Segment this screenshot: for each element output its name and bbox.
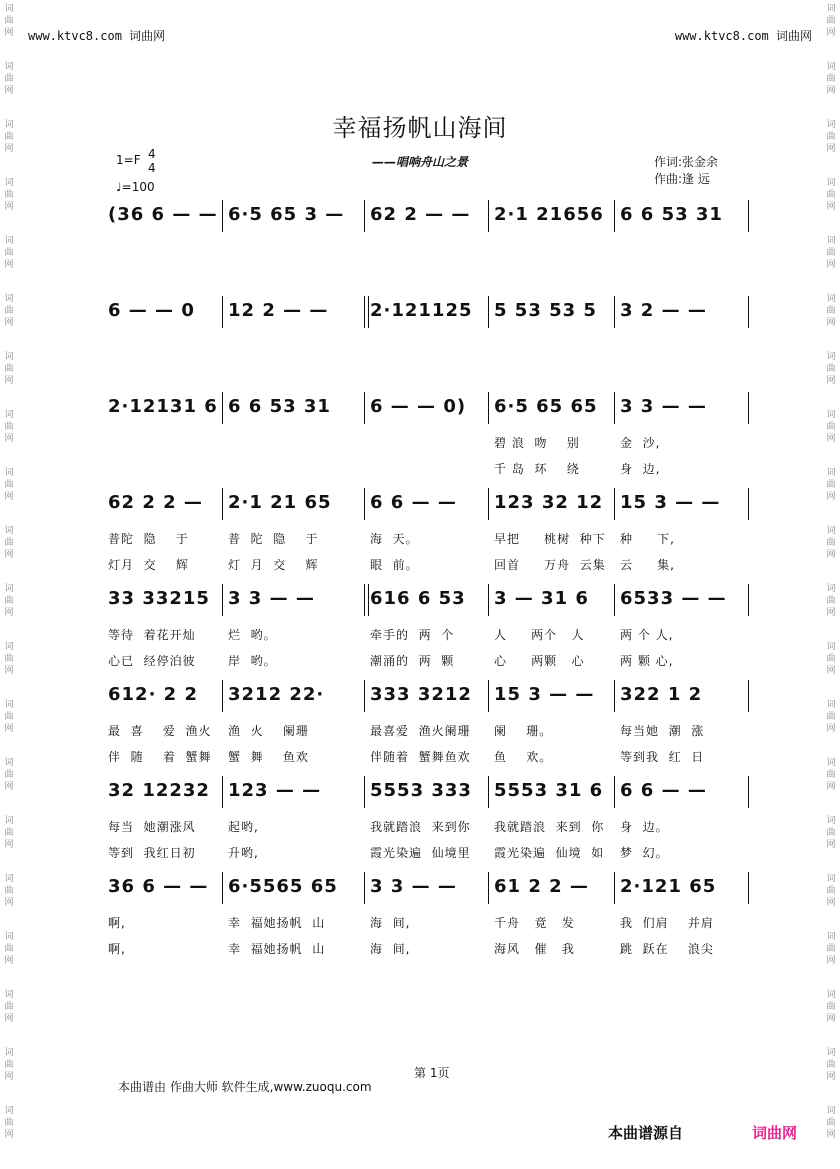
measure-notation: 2·121 65 bbox=[620, 876, 717, 897]
watermark-char: 网 bbox=[826, 28, 836, 38]
lyric-line-2: 潮涌的 两 颗 bbox=[370, 654, 455, 668]
lyric-line-1: 海 天。 bbox=[370, 532, 419, 546]
score-row bbox=[108, 584, 752, 668]
watermark-char: 词 bbox=[4, 352, 14, 362]
score-row bbox=[108, 296, 752, 336]
watermark-char: 网 bbox=[4, 724, 14, 734]
bar-line bbox=[222, 776, 223, 808]
lyric-line-2: 啊, bbox=[108, 942, 126, 956]
lyric-line-2: 眼 前。 bbox=[370, 558, 419, 572]
watermark-char: 词 bbox=[4, 62, 14, 72]
measure-notation: 3 2 — — bbox=[620, 300, 707, 321]
measure-notation: 6 6 53 31 bbox=[620, 204, 723, 225]
watermark-char: 曲 bbox=[826, 132, 836, 142]
measure-notation: 6·5 65 3 — bbox=[228, 204, 345, 225]
lyric-line-1: 每当她 潮 涨 bbox=[620, 724, 705, 738]
measure-notation: 6 — — 0 bbox=[108, 300, 195, 321]
measure-notation: 5553 31 6 bbox=[494, 780, 604, 801]
bar-line bbox=[222, 872, 223, 904]
lyric-line-1: 最 喜 爱 渔火 bbox=[108, 724, 212, 738]
watermark-char: 词 bbox=[826, 1048, 836, 1058]
lyric-line-1: 人 两个 人 bbox=[494, 628, 585, 642]
watermark-char: 曲 bbox=[4, 1002, 14, 1012]
watermark-char: 网 bbox=[826, 608, 836, 618]
lyric-line-2: 云 集, bbox=[620, 558, 675, 572]
watermark-char: 网 bbox=[4, 666, 14, 676]
lyric-line-1: 身 边。 bbox=[620, 820, 669, 834]
measure-notation: 6 — — 0) bbox=[370, 396, 467, 417]
watermark-char: 曲 bbox=[826, 16, 836, 26]
watermark-char: 曲 bbox=[4, 364, 14, 374]
bar-line bbox=[488, 296, 489, 328]
lyric-line-1: 海 间, bbox=[370, 916, 411, 930]
lyric-line-1: 我就踏浪 来到 你 bbox=[494, 820, 605, 834]
watermark-char: 网 bbox=[826, 956, 836, 966]
watermark-char: 网 bbox=[826, 144, 836, 154]
watermark-char: 网 bbox=[4, 898, 14, 908]
bar-line bbox=[364, 392, 365, 424]
watermark-char: 词 bbox=[826, 4, 836, 14]
bar-line bbox=[748, 680, 749, 712]
lyric-line-2: 心已 经停泊彼 bbox=[108, 654, 196, 668]
watermark-char: 曲 bbox=[826, 944, 836, 954]
watermark-char: 网 bbox=[4, 550, 14, 560]
watermark-char: 曲 bbox=[826, 654, 836, 664]
watermark-char: 曲 bbox=[4, 712, 14, 722]
watermark-char: 词 bbox=[826, 178, 836, 188]
watermark-char: 网 bbox=[826, 724, 836, 734]
measure-notation: 616 6 53 bbox=[370, 588, 466, 609]
measure-notation: 6·5565 65 bbox=[228, 876, 338, 897]
watermark-char: 词 bbox=[4, 990, 14, 1000]
bar-line bbox=[364, 680, 365, 712]
watermark-char: 曲 bbox=[4, 596, 14, 606]
measure-notation: 3 3 — — bbox=[228, 588, 315, 609]
watermark-char: 网 bbox=[826, 202, 836, 212]
watermark-char: 网 bbox=[4, 782, 14, 792]
watermark-char: 曲 bbox=[4, 16, 14, 26]
bar-line bbox=[488, 392, 489, 424]
watermark-char: 曲 bbox=[4, 422, 14, 432]
lyric-line-2: 岸 哟。 bbox=[228, 654, 277, 668]
watermark-char: 网 bbox=[826, 1130, 836, 1140]
watermark-char: 曲 bbox=[826, 74, 836, 84]
watermark-char: 网 bbox=[826, 840, 836, 850]
watermark-char: 词 bbox=[826, 700, 836, 710]
watermark-char: 网 bbox=[826, 898, 836, 908]
watermark-char: 词 bbox=[4, 816, 14, 826]
watermark-char: 词 bbox=[826, 584, 836, 594]
measure-notation: 6 6 — — bbox=[620, 780, 707, 801]
bar-line bbox=[748, 776, 749, 808]
song-title: 幸福扬帆山海间 bbox=[332, 114, 508, 142]
bar-line bbox=[222, 584, 223, 616]
bar-line bbox=[364, 584, 369, 616]
watermark-char: 网 bbox=[4, 492, 14, 502]
lyric-line-2: 灯月 交 辉 bbox=[108, 558, 189, 572]
tempo-mark: ♩=100 bbox=[116, 180, 155, 194]
watermark-char: 曲 bbox=[826, 190, 836, 200]
watermark-char: 网 bbox=[826, 666, 836, 676]
score-row bbox=[108, 872, 752, 956]
watermark-char: 网 bbox=[826, 1014, 836, 1024]
measure-notation: 5 53 53 5 bbox=[494, 300, 597, 321]
watermark-char: 曲 bbox=[4, 74, 14, 84]
score-row bbox=[108, 488, 752, 572]
lyric-line-1: 牵手的 两 个 bbox=[370, 628, 455, 642]
watermark-char: 词 bbox=[4, 758, 14, 768]
watermark-char: 词 bbox=[826, 526, 836, 536]
watermark-char: 网 bbox=[4, 1130, 14, 1140]
watermark-char: 词 bbox=[4, 642, 14, 652]
bar-line bbox=[614, 584, 615, 616]
lyric-line-2: 海 间, bbox=[370, 942, 411, 956]
measure-notation: 6·5 65 65 bbox=[494, 396, 598, 417]
watermark-char: 网 bbox=[826, 492, 836, 502]
watermark-char: 词 bbox=[4, 236, 14, 246]
key-signature: 1=F bbox=[116, 153, 141, 167]
watermark-char: 词 bbox=[826, 990, 836, 1000]
header-site-left[interactable]: www.ktvc8.com 词曲网 bbox=[28, 29, 166, 43]
bar-line bbox=[614, 488, 615, 520]
watermark-char: 曲 bbox=[4, 306, 14, 316]
watermark-char: 网 bbox=[4, 202, 14, 212]
measure-notation: 12 2 — — bbox=[228, 300, 329, 321]
watermark-char: 曲 bbox=[4, 538, 14, 548]
left-watermark-strip bbox=[0, 0, 18, 1169]
watermark-char: 词 bbox=[4, 526, 14, 536]
watermark-char: 曲 bbox=[826, 770, 836, 780]
measure-notation: (36 6 — — bbox=[108, 204, 218, 225]
lyric-line-2: 蟹 舞 鱼欢 bbox=[228, 750, 309, 764]
watermark-char: 曲 bbox=[826, 596, 836, 606]
lyric-line-2: 梦 幻。 bbox=[620, 846, 669, 860]
watermark-char: 网 bbox=[826, 260, 836, 270]
watermark-char: 网 bbox=[4, 144, 14, 154]
lyric-line-1: 千舟 竟 发 bbox=[494, 916, 575, 930]
bar-line bbox=[614, 296, 615, 328]
bar-line bbox=[614, 200, 615, 232]
bar-line bbox=[364, 872, 365, 904]
lyric-line-2: 千 岛 环 绕 bbox=[494, 462, 580, 476]
lyric-line-1: 种 下, bbox=[620, 532, 675, 546]
bar-line bbox=[488, 872, 489, 904]
score-row bbox=[108, 680, 752, 764]
watermark-char: 曲 bbox=[4, 654, 14, 664]
watermark-char: 词 bbox=[826, 874, 836, 884]
watermark-char: 曲 bbox=[826, 886, 836, 896]
measure-notation: 3 3 — — bbox=[620, 396, 707, 417]
lyric-line-1: 最喜爱 渔火阑珊 bbox=[370, 724, 471, 738]
watermark-char: 网 bbox=[4, 956, 14, 966]
lyric-line-1: 啊, bbox=[108, 916, 126, 930]
bar-line bbox=[488, 776, 489, 808]
measure-notation: 5553 333 bbox=[370, 780, 472, 801]
watermark-char: 词 bbox=[826, 236, 836, 246]
score-row bbox=[108, 200, 752, 240]
watermark-char: 词 bbox=[4, 4, 14, 14]
watermark-char: 曲 bbox=[4, 886, 14, 896]
lyric-line-2: 幸 福她扬帆 山 bbox=[228, 942, 326, 956]
watermark-char: 网 bbox=[4, 434, 14, 444]
lyric-line-1: 金 沙, bbox=[620, 436, 661, 450]
source-brand-logo[interactable]: 词曲网 bbox=[752, 1124, 798, 1142]
watermark-char: 网 bbox=[4, 840, 14, 850]
watermark-char: 词 bbox=[4, 468, 14, 478]
lyric-line-2: 霞光染遍 仙境 如 bbox=[494, 846, 605, 860]
bar-line bbox=[222, 488, 223, 520]
watermark-char: 曲 bbox=[826, 828, 836, 838]
watermark-char: 曲 bbox=[4, 770, 14, 780]
watermark-char: 曲 bbox=[4, 828, 14, 838]
measure-notation: 333 3212 bbox=[370, 684, 472, 705]
song-subtitle: ——唱响舟山之景 bbox=[372, 155, 469, 169]
bar-line bbox=[222, 296, 223, 328]
measure-notation: 2·1 21656 bbox=[494, 204, 604, 225]
watermark-char: 词 bbox=[826, 758, 836, 768]
lyric-line-2: 灯 月 交 辉 bbox=[228, 558, 319, 572]
watermark-char: 词 bbox=[826, 468, 836, 478]
footer-note: 本曲谱由 作曲大师 软件生成,www.zuoqu.com bbox=[118, 1080, 372, 1094]
measure-notation: 61 2 2 — bbox=[494, 876, 589, 897]
watermark-char: 网 bbox=[4, 1072, 14, 1082]
measure-notation: 3212 22· bbox=[228, 684, 325, 705]
lyric-line-1: 我 们肩 并肩 bbox=[620, 916, 714, 930]
bar-line bbox=[748, 200, 749, 232]
lyric-line-2: 升哟, bbox=[228, 846, 259, 860]
watermark-char: 词 bbox=[4, 178, 14, 188]
lyric-line-1: 等待 着花开灿 bbox=[108, 628, 196, 642]
measure-notation: 62 2 — — bbox=[370, 204, 471, 225]
watermark-char: 词 bbox=[826, 352, 836, 362]
watermark-char: 词 bbox=[4, 120, 14, 130]
measure-notation: 62 2 2 — bbox=[108, 492, 203, 513]
measure-notation: 123 — — bbox=[228, 780, 322, 801]
lyric-line-2: 等到我 红 日 bbox=[620, 750, 705, 764]
watermark-char: 曲 bbox=[826, 248, 836, 258]
bar-line bbox=[222, 392, 223, 424]
score-row bbox=[108, 392, 752, 476]
watermark-char: 曲 bbox=[4, 944, 14, 954]
lyric-line-2: 两 颗 心, bbox=[620, 654, 674, 668]
watermark-char: 词 bbox=[4, 932, 14, 942]
lyric-line-2: 跳 跃在 浪尖 bbox=[620, 942, 714, 956]
bar-line bbox=[614, 392, 615, 424]
measure-notation: 6 6 53 31 bbox=[228, 396, 331, 417]
bar-line bbox=[748, 872, 749, 904]
watermark-char: 曲 bbox=[826, 422, 836, 432]
measure-notation: 3 — 31 6 bbox=[494, 588, 589, 609]
time-signature-top: 4 bbox=[148, 147, 156, 161]
measure-notation: 612· 2 2 bbox=[108, 684, 198, 705]
watermark-char: 词 bbox=[826, 294, 836, 304]
bar-line bbox=[222, 680, 223, 712]
lyricist-credit: 作词:张金余 bbox=[654, 155, 719, 169]
time-signature-bottom: 4 bbox=[148, 161, 156, 175]
watermark-char: 词 bbox=[826, 816, 836, 826]
lyric-line-1: 普 陀 隐 于 bbox=[228, 532, 319, 546]
bar-line bbox=[488, 584, 489, 616]
watermark-char: 曲 bbox=[826, 306, 836, 316]
lyric-line-1: 烂 哟。 bbox=[228, 628, 277, 642]
watermark-char: 词 bbox=[826, 410, 836, 420]
lyric-line-1: 渔 火 阑珊 bbox=[228, 724, 309, 738]
watermark-char: 词 bbox=[4, 874, 14, 884]
measure-notation: 123 32 12 bbox=[494, 492, 604, 513]
watermark-char: 网 bbox=[826, 782, 836, 792]
watermark-char: 网 bbox=[4, 376, 14, 386]
lyric-line-1: 碧 浪 吻 别 bbox=[494, 436, 580, 450]
watermark-char: 词 bbox=[4, 700, 14, 710]
bar-line bbox=[748, 392, 749, 424]
watermark-char: 曲 bbox=[4, 1060, 14, 1070]
bar-line bbox=[614, 872, 615, 904]
measure-notation: 36 6 — — bbox=[108, 876, 209, 897]
watermark-char: 词 bbox=[826, 642, 836, 652]
watermark-char: 网 bbox=[826, 318, 836, 328]
watermark-char: 曲 bbox=[826, 1002, 836, 1012]
lyric-line-2: 鱼 欢。 bbox=[494, 750, 553, 764]
page-number: 第 1页 bbox=[414, 1066, 450, 1080]
watermark-char: 词 bbox=[826, 120, 836, 130]
watermark-char: 网 bbox=[4, 28, 14, 38]
watermark-char: 曲 bbox=[826, 364, 836, 374]
lyric-line-1: 起哟, bbox=[228, 820, 259, 834]
watermark-char: 网 bbox=[826, 86, 836, 96]
lyric-line-1: 普陀 隐 于 bbox=[108, 532, 189, 546]
measure-notation: 3 3 — — bbox=[370, 876, 457, 897]
measure-notation: 6533 — — bbox=[620, 588, 727, 609]
watermark-char: 网 bbox=[4, 86, 14, 96]
lyric-line-2: 心 两颗 心 bbox=[494, 654, 585, 668]
bar-line bbox=[364, 776, 365, 808]
source-label: 本曲谱源自 bbox=[608, 1124, 684, 1142]
watermark-char: 曲 bbox=[4, 248, 14, 258]
bar-line bbox=[614, 776, 615, 808]
watermark-char: 曲 bbox=[826, 538, 836, 548]
lyric-line-1: 我就踏浪 来到你 bbox=[370, 820, 471, 834]
watermark-char: 词 bbox=[826, 1106, 836, 1116]
watermark-char: 曲 bbox=[4, 1118, 14, 1128]
watermark-char: 曲 bbox=[826, 712, 836, 722]
lyric-line-2: 伴随着 蟹舞鱼欢 bbox=[370, 750, 471, 764]
watermark-char: 网 bbox=[826, 550, 836, 560]
measure-notation: 33 33215 bbox=[108, 588, 210, 609]
bar-line bbox=[748, 296, 749, 328]
watermark-char: 曲 bbox=[4, 132, 14, 142]
lyric-line-1: 早把 桃树 种下 bbox=[494, 532, 606, 546]
lyric-line-2: 回首 万舟 云集 bbox=[494, 558, 606, 572]
lyric-line-1: 每当 她潮涨风 bbox=[108, 820, 196, 834]
watermark-char: 网 bbox=[4, 608, 14, 618]
bar-line bbox=[748, 488, 749, 520]
measure-notation: 15 3 — — bbox=[494, 684, 595, 705]
measure-notation: 2·121125 bbox=[370, 300, 473, 321]
watermark-char: 词 bbox=[4, 410, 14, 420]
bar-line bbox=[364, 200, 365, 232]
bar-line bbox=[364, 488, 365, 520]
header-site-right[interactable]: www.ktvc8.com 词曲网 bbox=[674, 29, 812, 43]
bar-line bbox=[748, 584, 749, 616]
watermark-char: 词 bbox=[4, 1106, 14, 1116]
bar-line bbox=[364, 296, 369, 328]
right-watermark-strip bbox=[822, 0, 840, 1169]
watermark-char: 曲 bbox=[4, 480, 14, 490]
watermark-char: 网 bbox=[826, 376, 836, 386]
watermark-char: 词 bbox=[4, 1048, 14, 1058]
watermark-char: 词 bbox=[826, 62, 836, 72]
lyric-line-2: 霞光染遍 仙境里 bbox=[370, 846, 471, 860]
lyric-line-1: 两 个 人, bbox=[620, 628, 674, 642]
bar-line bbox=[614, 680, 615, 712]
measure-notation: 2·12131 6 bbox=[108, 396, 218, 417]
bar-line bbox=[488, 200, 489, 232]
watermark-char: 曲 bbox=[826, 1118, 836, 1128]
measure-notation: 6 6 — — bbox=[370, 492, 457, 513]
measure-notation: 2·1 21 65 bbox=[228, 492, 332, 513]
time-signature bbox=[148, 147, 156, 175]
lyric-line-2: 海风 催 我 bbox=[494, 942, 575, 956]
watermark-char: 曲 bbox=[4, 190, 14, 200]
watermark-char: 网 bbox=[4, 318, 14, 328]
watermark-char: 网 bbox=[4, 260, 14, 270]
measure-notation: 15 3 — — bbox=[620, 492, 721, 513]
watermark-char: 词 bbox=[826, 932, 836, 942]
composer-credit: 作曲:逢 远 bbox=[654, 172, 710, 186]
score-row bbox=[108, 776, 752, 860]
bar-line bbox=[222, 200, 223, 232]
watermark-char: 曲 bbox=[826, 1060, 836, 1070]
watermark-char: 词 bbox=[4, 584, 14, 594]
lyric-line-2: 身 边, bbox=[620, 462, 661, 476]
watermark-char: 曲 bbox=[826, 480, 836, 490]
watermark-char: 网 bbox=[826, 1072, 836, 1082]
watermark-char: 网 bbox=[826, 434, 836, 444]
watermark-char: 网 bbox=[4, 1014, 14, 1024]
measure-notation: 322 1 2 bbox=[620, 684, 703, 705]
measure-notation: 32 12232 bbox=[108, 780, 210, 801]
lyric-line-2: 伴 随 着 蟹舞 bbox=[108, 750, 212, 764]
lyric-line-2: 等到 我红日初 bbox=[108, 846, 196, 860]
lyric-line-1: 幸 福她扬帆 山 bbox=[228, 916, 326, 930]
bar-line bbox=[488, 680, 489, 712]
bar-line bbox=[488, 488, 489, 520]
lyric-line-1: 阑 珊。 bbox=[494, 724, 553, 738]
watermark-char: 词 bbox=[4, 294, 14, 304]
